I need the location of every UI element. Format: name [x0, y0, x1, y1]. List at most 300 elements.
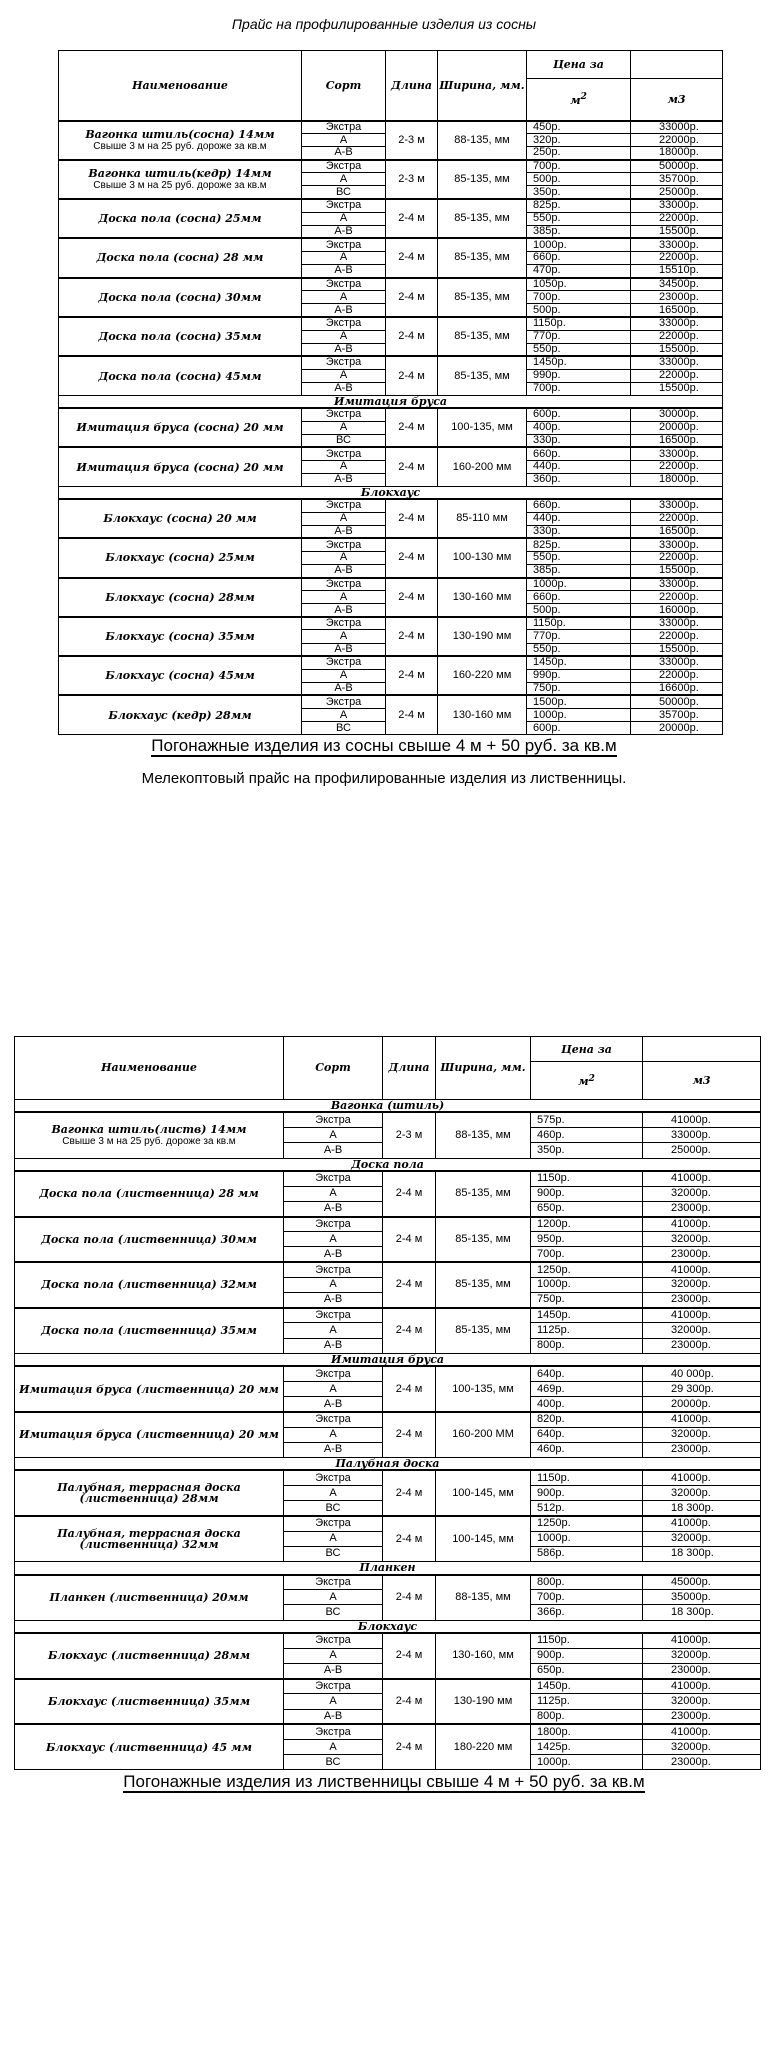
- grade-cell: Экстра: [284, 1679, 383, 1694]
- width-cell: 85-135, мм: [438, 238, 527, 277]
- price-m3-cell: 15500р.: [631, 643, 723, 656]
- length-cell: 2-4 м: [386, 238, 438, 277]
- grade-cell: А: [302, 460, 386, 473]
- width-cell: 88-135, мм: [436, 1575, 531, 1621]
- length-cell: 2-4 м: [386, 199, 438, 238]
- price-m2-cell: 660р.: [527, 447, 631, 460]
- price-m2-cell: 640р.: [531, 1366, 643, 1381]
- grade-cell: А-В: [302, 225, 386, 238]
- product-name: Вагонка штиль(листв) 14мм: [51, 1123, 247, 1137]
- length-cell: 2-4 м: [386, 578, 438, 617]
- grade-cell: А-В: [302, 565, 386, 578]
- grade-cell: ВС: [302, 434, 386, 447]
- grade-cell: А-В: [284, 1143, 383, 1158]
- price-m2-cell: 990р.: [527, 369, 631, 382]
- section-row: [15, 1158, 761, 1171]
- table-row: [15, 1679, 761, 1694]
- section-title: Вагонка (штиль): [15, 1099, 761, 1112]
- length-cell: 2-4 м: [383, 1171, 436, 1217]
- price-m2-cell: 320р.: [527, 134, 631, 147]
- header-sort: Сорт: [302, 51, 386, 121]
- product-name: Доска пола (лиственница) 32мм: [41, 1278, 257, 1292]
- price-m2-cell: 1150р.: [527, 617, 631, 630]
- price-m2-cell: 350р.: [527, 186, 631, 199]
- price-m3-cell: 41000р.: [643, 1262, 761, 1277]
- product-note: Свыше 3 м на 25 руб. дороже за кв.м: [62, 1136, 236, 1148]
- grade-cell: А: [284, 1186, 383, 1201]
- price-m2-cell: 550р.: [527, 551, 631, 564]
- price-m2-cell: 700р.: [527, 382, 631, 395]
- price-m2-cell: 750р.: [531, 1293, 643, 1308]
- price-m2-cell: 1450р.: [531, 1308, 643, 1323]
- length-cell: 2-3 м: [386, 121, 438, 160]
- section-title: Доска пола: [15, 1158, 761, 1171]
- grade-cell: Экстра: [302, 538, 386, 551]
- price-m3-cell: 22000р.: [631, 551, 723, 564]
- price-m3-cell: 25000р.: [643, 1143, 761, 1158]
- price-m2-cell: 820р.: [531, 1412, 643, 1427]
- price-m3-cell: 23000р.: [643, 1663, 761, 1678]
- header-name: Наименование: [59, 51, 302, 121]
- grade-cell: Экстра: [302, 656, 386, 669]
- grade-cell: Экстра: [302, 160, 386, 173]
- price-m2-cell: 770р.: [527, 330, 631, 343]
- length-cell: 2-4 м: [386, 278, 438, 317]
- product-name: Доска пола (лиственница) 28 мм: [39, 1187, 259, 1201]
- price-m3-cell: 23000р.: [643, 1755, 761, 1770]
- length-cell: 2-4 м: [386, 656, 438, 695]
- section-title: Имитация бруса: [59, 395, 723, 408]
- price-m3-cell: 15510р.: [631, 265, 723, 278]
- price-m3-cell: 35700р.: [631, 173, 723, 186]
- table-row: [15, 1366, 761, 1381]
- table-row: [15, 1262, 761, 1277]
- price-m3-cell: 33000р.: [643, 1128, 761, 1143]
- larch-footer-note: Погонажные изделия из лиственницы свыше 4 м + 50 руб. за кв.м: [123, 1772, 645, 1791]
- price-m2-cell: 1425р.: [531, 1739, 643, 1754]
- price-m3-cell: 18 300р.: [643, 1605, 761, 1620]
- product-name-cell: [59, 121, 302, 160]
- price-m2-cell: 500р.: [527, 304, 631, 317]
- product-name: Блокхаус (сосна) 28мм: [105, 590, 255, 604]
- pine-price-title: Прайс на профилированные изделия из сосны: [231, 16, 537, 32]
- product-name-cell: [59, 238, 302, 277]
- price-m2-cell: 550р.: [527, 212, 631, 225]
- product-name-cell: [15, 1366, 284, 1412]
- width-cell: 88-135, мм: [438, 121, 527, 160]
- product-name: Имитация бруса (сосна) 20 мм: [76, 421, 284, 435]
- price-m2-cell: 700р.: [527, 291, 631, 304]
- price-m2-cell: 575р.: [531, 1112, 643, 1127]
- product-name: Блокхаус (сосна) 45мм: [105, 669, 255, 683]
- width-cell: 85-135, мм: [436, 1217, 531, 1263]
- section-title: Планкен: [15, 1562, 761, 1575]
- product-name: Планкен (лиственница) 20мм: [49, 1591, 249, 1605]
- grade-cell: А-В: [302, 382, 386, 395]
- product-name-cell: [15, 1217, 284, 1263]
- price-m3-cell: 15500р.: [631, 382, 723, 395]
- product-name-cell: [59, 317, 302, 356]
- price-m2-cell: 900р.: [531, 1648, 643, 1663]
- price-m3-cell: 41000р.: [643, 1412, 761, 1427]
- price-m3-cell: 18000р.: [631, 473, 723, 486]
- grade-cell: А-В: [302, 304, 386, 317]
- header-m2-unit: м: [578, 1075, 589, 1089]
- section-title: Палубная доска: [15, 1457, 761, 1470]
- header-m2-sup: 2: [588, 1072, 595, 1084]
- price-m2-cell: 330р.: [527, 434, 631, 447]
- product-name: Блокхаус (сосна) 20 мм: [103, 512, 257, 526]
- grade-cell: Экстра: [284, 1217, 383, 1232]
- width-cell: 85-135, мм: [438, 199, 527, 238]
- product-name-cell: [15, 1171, 284, 1217]
- product-name-cell: [59, 538, 302, 577]
- price-m3-cell: 16500р.: [631, 434, 723, 447]
- price-m2-cell: 650р.: [531, 1201, 643, 1216]
- grade-cell: А-В: [302, 682, 386, 695]
- length-cell: 2-4 м: [383, 1633, 436, 1679]
- grade-cell: А: [302, 512, 386, 525]
- grade-cell: Экстра: [284, 1724, 383, 1739]
- section-row: [15, 1353, 761, 1366]
- product-name-cell: [59, 199, 302, 238]
- grade-cell: Экстра: [284, 1516, 383, 1531]
- price-m2-cell: 500р.: [527, 173, 631, 186]
- grade-cell: А: [302, 212, 386, 225]
- price-m3-cell: 22000р.: [631, 512, 723, 525]
- length-cell: 2-4 м: [383, 1724, 436, 1770]
- price-m2-cell: 440р.: [527, 460, 631, 473]
- price-m3-cell: 22000р.: [631, 630, 723, 643]
- price-m2-cell: 1150р.: [531, 1470, 643, 1485]
- product-name: Блокхаус (лиственница) 45 мм: [46, 1740, 252, 1754]
- product-name-cell: [15, 1516, 284, 1562]
- length-cell: 2-4 м: [383, 1575, 436, 1621]
- price-m3-cell: 33000р.: [631, 578, 723, 591]
- product-name: Блокхаус (лиственница) 35мм: [47, 1694, 251, 1708]
- length-cell: 2-4 м: [383, 1470, 436, 1516]
- product-name-cell: [15, 1412, 284, 1458]
- price-m3-cell: 33000р.: [631, 121, 723, 134]
- width-cell: 85-135, мм: [436, 1262, 531, 1308]
- price-m2-cell: 512р.: [531, 1501, 643, 1516]
- grade-cell: Экстра: [302, 121, 386, 134]
- price-m2-cell: 460р.: [531, 1128, 643, 1143]
- price-m2-cell: 825р.: [527, 538, 631, 551]
- grade-cell: А: [302, 630, 386, 643]
- price-m3-cell: 41000р.: [643, 1112, 761, 1127]
- product-name-cell: [59, 656, 302, 695]
- price-m3-cell: 33000р.: [631, 238, 723, 251]
- section-title: Блокхаус: [15, 1620, 761, 1633]
- product-name-cell: [15, 1308, 284, 1354]
- grade-cell: Экстра: [284, 1412, 383, 1427]
- grade-cell: Экстра: [302, 499, 386, 512]
- price-m3-cell: 32000р.: [643, 1186, 761, 1201]
- price-m3-cell: 22000р.: [631, 369, 723, 382]
- price-m3-cell: 41000р.: [643, 1724, 761, 1739]
- table-row: [15, 1112, 761, 1127]
- grade-cell: А-В: [284, 1663, 383, 1678]
- price-m2-cell: 770р.: [527, 630, 631, 643]
- grade-cell: А: [284, 1323, 383, 1338]
- price-m3-cell: 22000р.: [631, 669, 723, 682]
- grade-cell: Экстра: [302, 408, 386, 421]
- price-m2-cell: 1000р.: [527, 238, 631, 251]
- price-m3-cell: 33000р.: [631, 617, 723, 630]
- product-name-cell: [59, 695, 302, 734]
- product-name-cell: [15, 1112, 284, 1158]
- product-name: Доска пола (сосна) 25мм: [98, 212, 262, 226]
- width-cell: 160-200 ММ: [436, 1412, 531, 1458]
- price-m2-cell: 650р.: [531, 1663, 643, 1678]
- grade-cell: А: [302, 669, 386, 682]
- grade-cell: Экстра: [284, 1262, 383, 1277]
- header-m2-sup: 2: [580, 91, 587, 103]
- price-m2-cell: 1000р.: [527, 709, 631, 722]
- price-m2-cell: 600р.: [527, 722, 631, 735]
- header-length: Длина: [386, 51, 438, 121]
- width-cell: 130-160 мм: [438, 578, 527, 617]
- header-m2: [527, 79, 631, 121]
- price-m2-cell: 800р.: [531, 1709, 643, 1724]
- table-row: [59, 695, 723, 708]
- width-cell: 85-135, мм: [436, 1171, 531, 1217]
- price-m3-cell: 35700р.: [631, 709, 723, 722]
- product-name: Доска пола (сосна) 35мм: [98, 330, 262, 344]
- product-name-cell: [15, 1679, 284, 1725]
- length-cell: 2-4 м: [383, 1262, 436, 1308]
- length-cell: 2-4 м: [383, 1516, 436, 1562]
- width-cell: 88-135, мм: [436, 1112, 531, 1158]
- product-note: Свыше 3 м на 25 руб. дороже за кв.м: [93, 179, 267, 191]
- width-cell: 100-130 мм: [438, 538, 527, 577]
- price-m3-cell: 16600р.: [631, 682, 723, 695]
- length-cell: 2-4 м: [386, 408, 438, 447]
- price-m2-cell: 750р.: [527, 682, 631, 695]
- price-m3-cell: 33000р.: [631, 538, 723, 551]
- width-cell: 85-135, мм: [436, 1308, 531, 1354]
- price-m3-cell: 23000р.: [643, 1442, 761, 1457]
- price-m2-cell: 366р.: [531, 1605, 643, 1620]
- pine-price-table: [58, 50, 723, 735]
- grade-cell: А: [302, 173, 386, 186]
- length-cell: 2-4 м: [386, 499, 438, 538]
- length-cell: 2-4 м: [386, 356, 438, 395]
- grade-cell: Экстра: [284, 1575, 383, 1590]
- table-row: [59, 199, 723, 212]
- price-m2-cell: 400р.: [527, 421, 631, 434]
- product-name: Блокхаус (сосна) 25мм: [105, 551, 255, 565]
- length-cell: 2-4 м: [383, 1308, 436, 1354]
- price-m2-cell: 990р.: [527, 669, 631, 682]
- grade-cell: Экстра: [302, 238, 386, 251]
- grade-cell: Экстра: [284, 1112, 383, 1127]
- price-m3-cell: 23000р.: [631, 291, 723, 304]
- product-name: Имитация бруса (сосна) 20 мм: [76, 460, 284, 474]
- product-name: Имитация бруса (лиственница) 20 мм: [19, 1428, 279, 1442]
- product-name-cell: [15, 1470, 284, 1516]
- grade-cell: А: [284, 1232, 383, 1247]
- price-m3-cell: 41000р.: [643, 1679, 761, 1694]
- price-m3-cell: 25000р.: [631, 186, 723, 199]
- price-m3-cell: 41000р.: [643, 1516, 761, 1531]
- grade-cell: А: [302, 369, 386, 382]
- price-m2-cell: 1150р.: [531, 1633, 643, 1648]
- price-m2-cell: 385р.: [527, 565, 631, 578]
- table-row: [15, 1575, 761, 1590]
- grade-cell: А: [284, 1381, 383, 1396]
- width-cell: 130-190 мм: [438, 617, 527, 656]
- grade-cell: А-В: [284, 1338, 383, 1353]
- price-m2-cell: 385р.: [527, 225, 631, 238]
- price-m3-cell: 16500р.: [631, 304, 723, 317]
- price-m3-cell: 18000р.: [631, 147, 723, 160]
- product-name: Блокхаус (лиственница) 28мм: [47, 1649, 251, 1663]
- product-name: Палубная, террасная доска (лиственница) 32мм: [57, 1527, 241, 1552]
- price-m3-cell: 18 300р.: [643, 1501, 761, 1516]
- width-cell: 130-190 мм: [436, 1679, 531, 1725]
- table-row: [59, 538, 723, 551]
- grade-cell: Экстра: [284, 1633, 383, 1648]
- price-m3-cell: 23000р.: [643, 1338, 761, 1353]
- width-cell: 85-110 мм: [438, 499, 527, 538]
- grade-cell: Экстра: [302, 199, 386, 212]
- grade-cell: А: [302, 421, 386, 434]
- price-m2-cell: 350р.: [531, 1143, 643, 1158]
- table-row: [59, 238, 723, 251]
- width-cell: 180-220 мм: [436, 1724, 531, 1770]
- price-m3-cell: 22000р.: [631, 212, 723, 225]
- grade-cell: А: [302, 291, 386, 304]
- price-m3-cell: 16000р.: [631, 604, 723, 617]
- grade-cell: А-В: [302, 643, 386, 656]
- product-name: Вагонка штиль(кедр) 14мм: [88, 166, 272, 180]
- price-m2-cell: 1000р.: [531, 1755, 643, 1770]
- table-row: [59, 408, 723, 421]
- price-m2-cell: 1450р.: [527, 356, 631, 369]
- price-m2-cell: 1250р.: [531, 1516, 643, 1531]
- price-m3-cell: 50000р.: [631, 160, 723, 173]
- price-m3-cell: 35000р.: [643, 1590, 761, 1605]
- grade-cell: А-В: [284, 1201, 383, 1216]
- table-row: [59, 656, 723, 669]
- price-m3-cell: 40 000р.: [643, 1366, 761, 1381]
- product-name-cell: [59, 499, 302, 538]
- price-m3-cell: 32000р.: [643, 1739, 761, 1754]
- product-name: Блокхаус (сосна) 35мм: [105, 630, 255, 644]
- product-name-cell: [59, 278, 302, 317]
- table-row: [15, 1308, 761, 1323]
- grade-cell: А: [302, 591, 386, 604]
- price-m3-cell: 33000р.: [631, 199, 723, 212]
- table-row: [15, 1217, 761, 1232]
- product-name: Вагонка штиль(сосна) 14мм: [85, 127, 275, 141]
- price-m3-cell: 15500р.: [631, 343, 723, 356]
- price-m2-cell: 586р.: [531, 1546, 643, 1561]
- section-row: [15, 1457, 761, 1470]
- header-m3: м3: [631, 79, 723, 121]
- price-m3-cell: 30000р.: [631, 408, 723, 421]
- width-cell: 85-135, мм: [438, 356, 527, 395]
- product-name-cell: [59, 617, 302, 656]
- grade-cell: ВС: [284, 1755, 383, 1770]
- product-name: Доска пола (сосна) 28 мм: [96, 251, 264, 265]
- length-cell: 2-4 м: [386, 538, 438, 577]
- price-m3-cell: 22000р.: [631, 330, 723, 343]
- grade-cell: А: [284, 1277, 383, 1292]
- price-m2-cell: 1150р.: [531, 1171, 643, 1186]
- grade-cell: Экстра: [302, 578, 386, 591]
- product-name-cell: [59, 578, 302, 617]
- price-m2-cell: 330р.: [527, 525, 631, 538]
- price-m3-cell: 29 300р.: [643, 1381, 761, 1396]
- section-row: [15, 1099, 761, 1112]
- larch-price-title: Мелекоптовый прайс на профилированные изделия из лиственницы.: [141, 770, 627, 787]
- price-m2-cell: 1150р.: [527, 317, 631, 330]
- price-m2-cell: 800р.: [531, 1338, 643, 1353]
- header-m2: [531, 1062, 643, 1100]
- width-cell: 100-135, мм: [438, 408, 527, 447]
- price-m2-cell: 1450р.: [527, 656, 631, 669]
- section-row: [59, 487, 723, 500]
- table-row: [59, 160, 723, 173]
- price-m2-cell: 469р.: [531, 1381, 643, 1396]
- length-cell: 2-4 м: [383, 1366, 436, 1412]
- price-m2-cell: 660р.: [527, 591, 631, 604]
- grade-cell: А: [284, 1739, 383, 1754]
- grade-cell: А-В: [302, 604, 386, 617]
- header-length: Длина: [383, 1037, 436, 1100]
- price-m3-cell: 32000р.: [643, 1427, 761, 1442]
- product-name-cell: [15, 1575, 284, 1621]
- table-row: [15, 1724, 761, 1739]
- price-m2-cell: 800р.: [531, 1575, 643, 1590]
- grade-cell: Экстра: [302, 447, 386, 460]
- section-title: Блокхаус: [59, 487, 723, 500]
- length-cell: 2-3 м: [383, 1112, 436, 1158]
- header-width: Ширина, мм.: [436, 1037, 531, 1100]
- product-name: Палубная, террасная доска (лиственница) 28мм: [57, 1481, 241, 1506]
- product-name: Доска пола (сосна) 30мм: [98, 290, 262, 304]
- header-sort: Сорт: [284, 1037, 383, 1100]
- price-m2-cell: 660р.: [527, 499, 631, 512]
- price-m2-cell: 950р.: [531, 1232, 643, 1247]
- table-row: [59, 447, 723, 460]
- grade-cell: А-В: [284, 1397, 383, 1412]
- product-name: Доска пола (сосна) 45мм: [98, 369, 262, 383]
- price-m3-cell: 20000р.: [631, 421, 723, 434]
- price-m3-cell: 23000р.: [643, 1709, 761, 1724]
- table-row: [15, 1633, 761, 1648]
- section-title: Имитация бруса: [15, 1353, 761, 1366]
- length-cell: 2-4 м: [386, 617, 438, 656]
- grade-cell: А: [302, 709, 386, 722]
- grade-cell: А: [302, 134, 386, 147]
- price-m3-cell: 41000р.: [643, 1217, 761, 1232]
- grade-cell: А-В: [302, 473, 386, 486]
- table-row: [15, 1412, 761, 1427]
- price-m3-cell: 34500р.: [631, 278, 723, 291]
- grade-cell: А: [284, 1590, 383, 1605]
- grade-cell: Экстра: [284, 1470, 383, 1485]
- length-cell: 2-4 м: [383, 1679, 436, 1725]
- grade-cell: ВС: [284, 1546, 383, 1561]
- width-cell: 130-160, мм: [436, 1633, 531, 1679]
- price-m2-cell: 700р.: [531, 1590, 643, 1605]
- header-width: Ширина, мм.: [438, 51, 527, 121]
- header-price-for: Цена за: [531, 1037, 643, 1062]
